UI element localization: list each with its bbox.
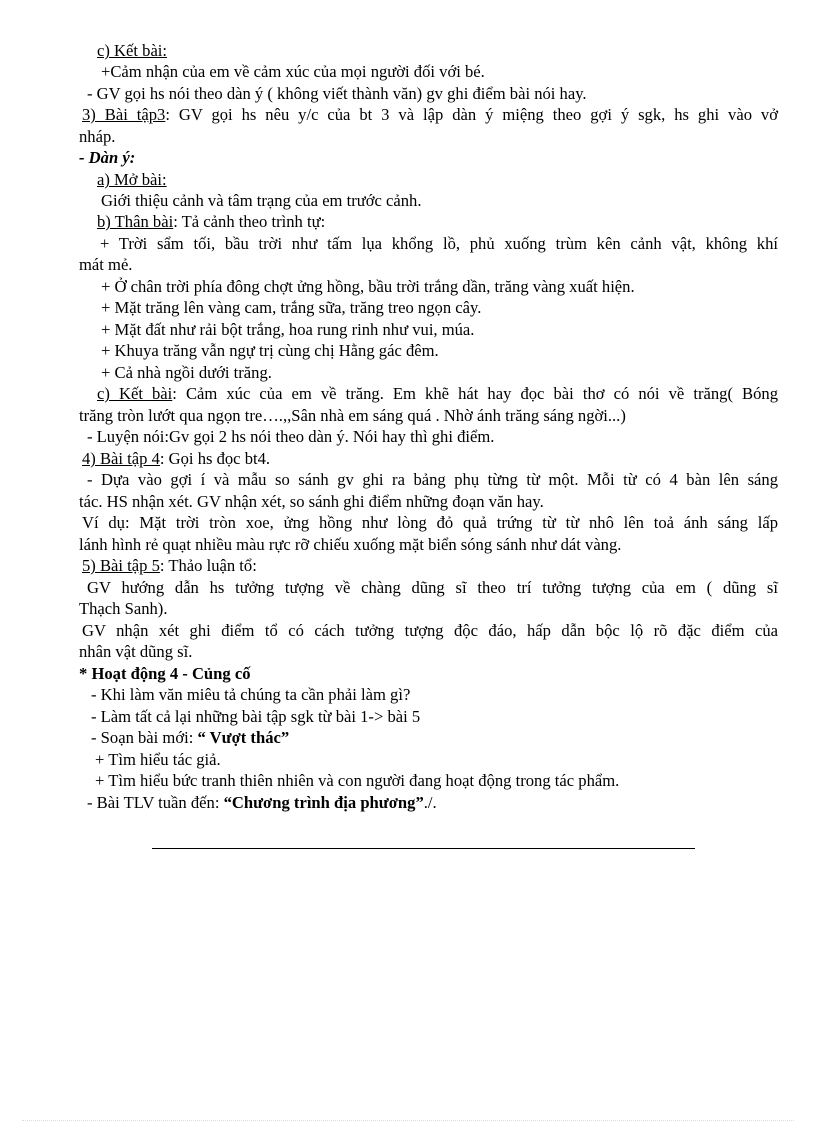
paragraph-line <box>91 727 289 748</box>
paragraph-line: nháp. <box>79 127 116 146</box>
paragraph-line: Ví dụ: Mặt trời tròn xoe, ửng hồng như lòng đỏ quả trứng từ từ nhô lên toả ánh sáng lấp <box>82 513 778 532</box>
paragraph-text: - Bài TLV tuần đến: <box>87 793 224 812</box>
paragraph-line: + Tìm hiểu tác giả. <box>95 750 221 769</box>
paragraph-line: + Tìm hiểu bức tranh thiên nhiên và con người đang hoạt động trong tác phẩm. <box>95 771 620 790</box>
paragraph-text: ./. <box>423 793 437 812</box>
paragraph-line: Giới thiệu cảnh và tâm trạng của em trước cảnh. <box>101 191 422 210</box>
paragraph-line <box>82 104 778 125</box>
program-title: “Chương trình địa phương” <box>223 793 424 812</box>
paragraph-line: tác. HS nhận xét. GV nhận xét, so sánh ghi điểm những đoạn văn hay. <box>79 492 544 511</box>
paragraph-text: : Cảm xúc của em về trăng. Em khẽ hát hay đọc bài thơ có nói về trăng( Bóng <box>172 384 778 403</box>
paragraph-line: mát mẻ. <box>79 255 133 274</box>
paragraph-line: nhân vật dũng sĩ. <box>79 642 193 661</box>
paragraph-line <box>82 448 270 469</box>
paragraph-line: + Mặt đất như rải bột trắng, hoa rung rinh như vui, múa. <box>101 320 475 339</box>
paragraph-text: : Gọi hs đọc bt4. <box>159 449 271 468</box>
heading-bai-tap-4: 4) Bài tập 4 <box>82 449 160 468</box>
paragraph-line: trăng tròn lướt qua ngọn tre….,,Sân nhà em sáng quá . Nhờ ánh trăng sáng ngời...) <box>79 406 626 425</box>
paragraph-line <box>82 555 257 576</box>
heading-mo-bai: a) Mở bài: <box>97 170 167 189</box>
heading-ket-bai-2: c) Kết bài <box>97 384 173 403</box>
heading-ket-bai: c) Kết bài: <box>97 41 168 60</box>
paragraph-line <box>97 211 325 232</box>
paragraph-line: + Khuya trăng vẫn ngự trị cùng chị Hằng gác đêm. <box>101 341 439 360</box>
paragraph-text: : GV gọi hs nêu y/c của bt 3 và lập dàn ý miệng theo gợi ý sgk, hs ghi vào vở <box>165 105 779 124</box>
heading-hoat-dong-4: * Hoạt động 4 - Củng cố <box>79 664 251 683</box>
heading-bai-tap-5: 5) Bài tập 5 <box>82 556 160 575</box>
paragraph-line: GV hướng dẫn hs tưởng tượng về chàng dũng sĩ theo trí tưởng tượng của em ( dũng sĩ <box>87 578 778 597</box>
paragraph-text: : Tả cảnh theo trình tự: <box>173 212 326 231</box>
paragraph-line: - Khi làm văn miêu tả chúng ta cần phải làm gì? <box>91 685 411 704</box>
paragraph-line: lánh hình rẻ quạt nhiều màu rực rỡ chiếu xuống mặt biển sóng sánh như dát vàng. <box>79 535 622 554</box>
heading-bai-tap-3: 3) Bài tập3 <box>82 105 166 124</box>
paragraph-text: : Thảo luận tổ: <box>159 556 257 575</box>
paragraph-text: - Soạn bài mới: <box>91 728 198 747</box>
paragraph-line: - Làm tất cả lại những bài tập sgk từ bài 1-> bài 5 <box>91 707 421 726</box>
paragraph-line: + Ở chân trời phía đông chợt ửng hồng, bầu trời trắng dần, trăng vàng xuất hiện. <box>101 277 635 296</box>
paragraph-line: + Cả nhà ngồi dưới trăng. <box>101 363 272 382</box>
paragraph-line: + Mặt trăng lên vàng cam, trắng sữa, trăng treo ngọn cây. <box>101 298 482 317</box>
paragraph-line: Thạch Sanh). <box>79 599 168 618</box>
paragraph-line <box>87 792 437 813</box>
lesson-title: “ Vượt thác” <box>197 728 290 747</box>
paragraph-line: GV nhận xét ghi điểm tổ có cách tưởng tượng độc đáo, hấp dẫn bộc lộ rõ đặc điểm của <box>82 621 778 640</box>
paragraph-line: +Cảm nhận của em về cảm xúc của mọi người đối với bé. <box>101 62 485 81</box>
paragraph-line: - Dựa vào gợi í và mẫu so sánh gv ghi ra bảng phụ từng từ một. Mỗi từ có 4 bàn lên sáng <box>87 470 778 489</box>
paragraph-line: - GV gọi hs nói theo dàn ý ( không viết thành văn) gv ghi điểm bài nói hay. <box>87 84 587 103</box>
paragraph-line <box>97 383 778 404</box>
horizontal-divider <box>152 848 695 849</box>
heading-than-bai: b) Thân bài <box>97 212 174 231</box>
paragraph-line: + Trời sẩm tối, bầu trời như tấm lụa khổng lồ, phủ xuống trùm kên cảnh vật, không khí <box>100 234 778 253</box>
heading-dan-y: - Dàn ý: <box>79 148 136 167</box>
paragraph-line: - Luyện nói:Gv gọi 2 hs nói theo dàn ý. Nói hay thì ghi điểm. <box>87 427 495 446</box>
page-bottom-border <box>22 1120 794 1121</box>
